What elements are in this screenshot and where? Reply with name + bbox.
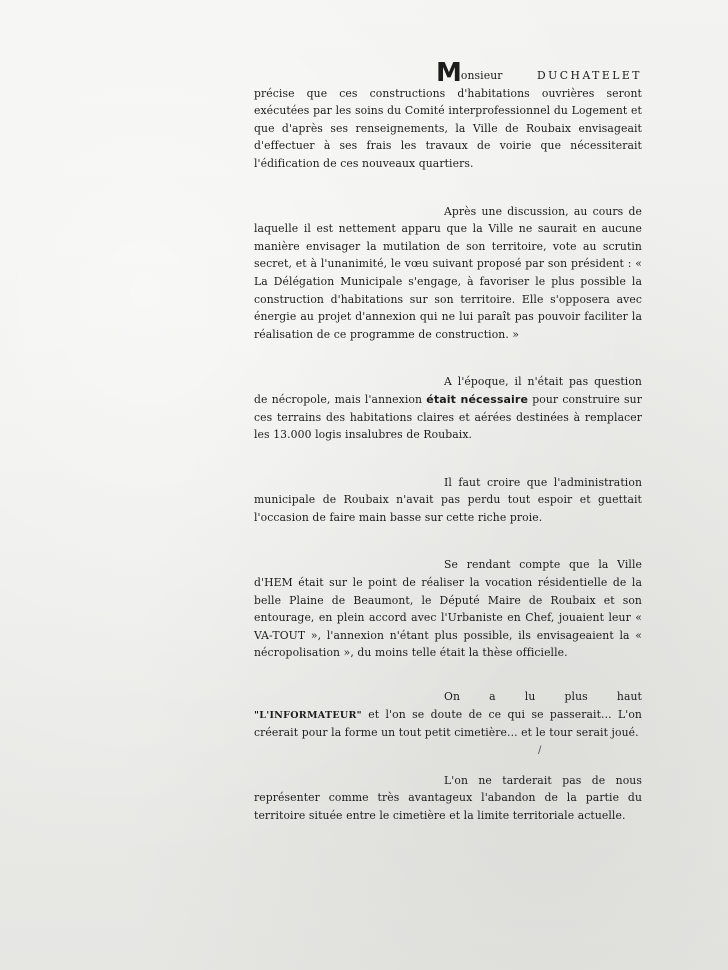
paragraph-5 <box>254 556 642 662</box>
paragraph-2 <box>254 203 642 344</box>
paragraph-4-text: Il faut croire que l'administration municipale de Roubaix n'avait pas perdu tout espoir et guettait l'occasion de faire main basse sur cette riche proie. <box>254 475 642 524</box>
quoted-title: "L'INFORMATEUR" <box>254 709 362 721</box>
text-column <box>254 58 642 825</box>
speaker-name: DUCHATELET <box>537 69 642 82</box>
paragraph-1 <box>254 58 642 173</box>
paragraph-7 <box>254 772 642 825</box>
stray-mark: / <box>538 745 542 756</box>
paragraph-2-text: Après une discussion, au cours de laquelle il est nettement apparu que la Ville ne saurait en aucune manière envisager la mutilation de son territoire, vote au scrutin secret, et à l'unanimité, le vœu suivant proposé par son président : « La Délégation Municipale s'engage, à favoriser le plus possible la construction d'habitations sur son territoire. Elle s'opposera avec énergie au projet d'annexion qui ne lui paraît pas pouvoir faciliter la réalisation de ce programme de construction. » <box>254 204 642 341</box>
drop-cap: M <box>436 58 461 88</box>
paragraph-6-before: On a lu plus haut <box>444 690 642 704</box>
paragraph-7-text: L'on ne tarderait pas de nous représenter comme très avantageux l'abandon de la partie du territoire située entre le cimetière et la limite territoriale actuelle. <box>254 773 642 822</box>
lead-text: onsieur <box>460 69 538 82</box>
paragraph-1-body: précise que ces constructions d'habitations ouvrières seront exécutées par les soins du Comité interprofessionnel du Logement et que d'après ses renseignements, la Ville de Roubaix envisageait d'effectuer à ses frais les travaux de voirie que nécessiterait l'édification de ces nouveaux quartiers. <box>254 86 642 170</box>
paragraph-3-after: pour construire sur ces terrains des habitations claires et aérées destinées à remplacer les 13.000 logis insalubres de Roubaix. <box>254 392 642 442</box>
paragraph-6-after: et l'on se doute de ce qui se passerait... L'on créerait pour la forme un tout petit cimetière... et le tour serait joué. <box>254 707 642 740</box>
paragraph-3 <box>254 373 642 443</box>
paragraph-6 <box>254 688 642 742</box>
emphasis-text: était nécessaire <box>426 392 528 406</box>
paragraph-3-before: A l'époque, il n'était pas question de nécropole, mais l'annexion <box>254 375 642 406</box>
paragraph-4 <box>254 474 642 527</box>
paragraph-5-text: Se rendant compte que la Ville d'HEM était sur le point de réaliser la vocation résidentielle de la belle Plaine de Beaumont, le Député Maire de Roubaix et son entourage, en plein accord avec l'Urbaniste en Chef, jouaient leur « VA-TOUT », l'annexion n'étant plus possible, ils envisageaient la « nécropolisation », du moins telle était la thèse officielle. <box>254 558 642 660</box>
